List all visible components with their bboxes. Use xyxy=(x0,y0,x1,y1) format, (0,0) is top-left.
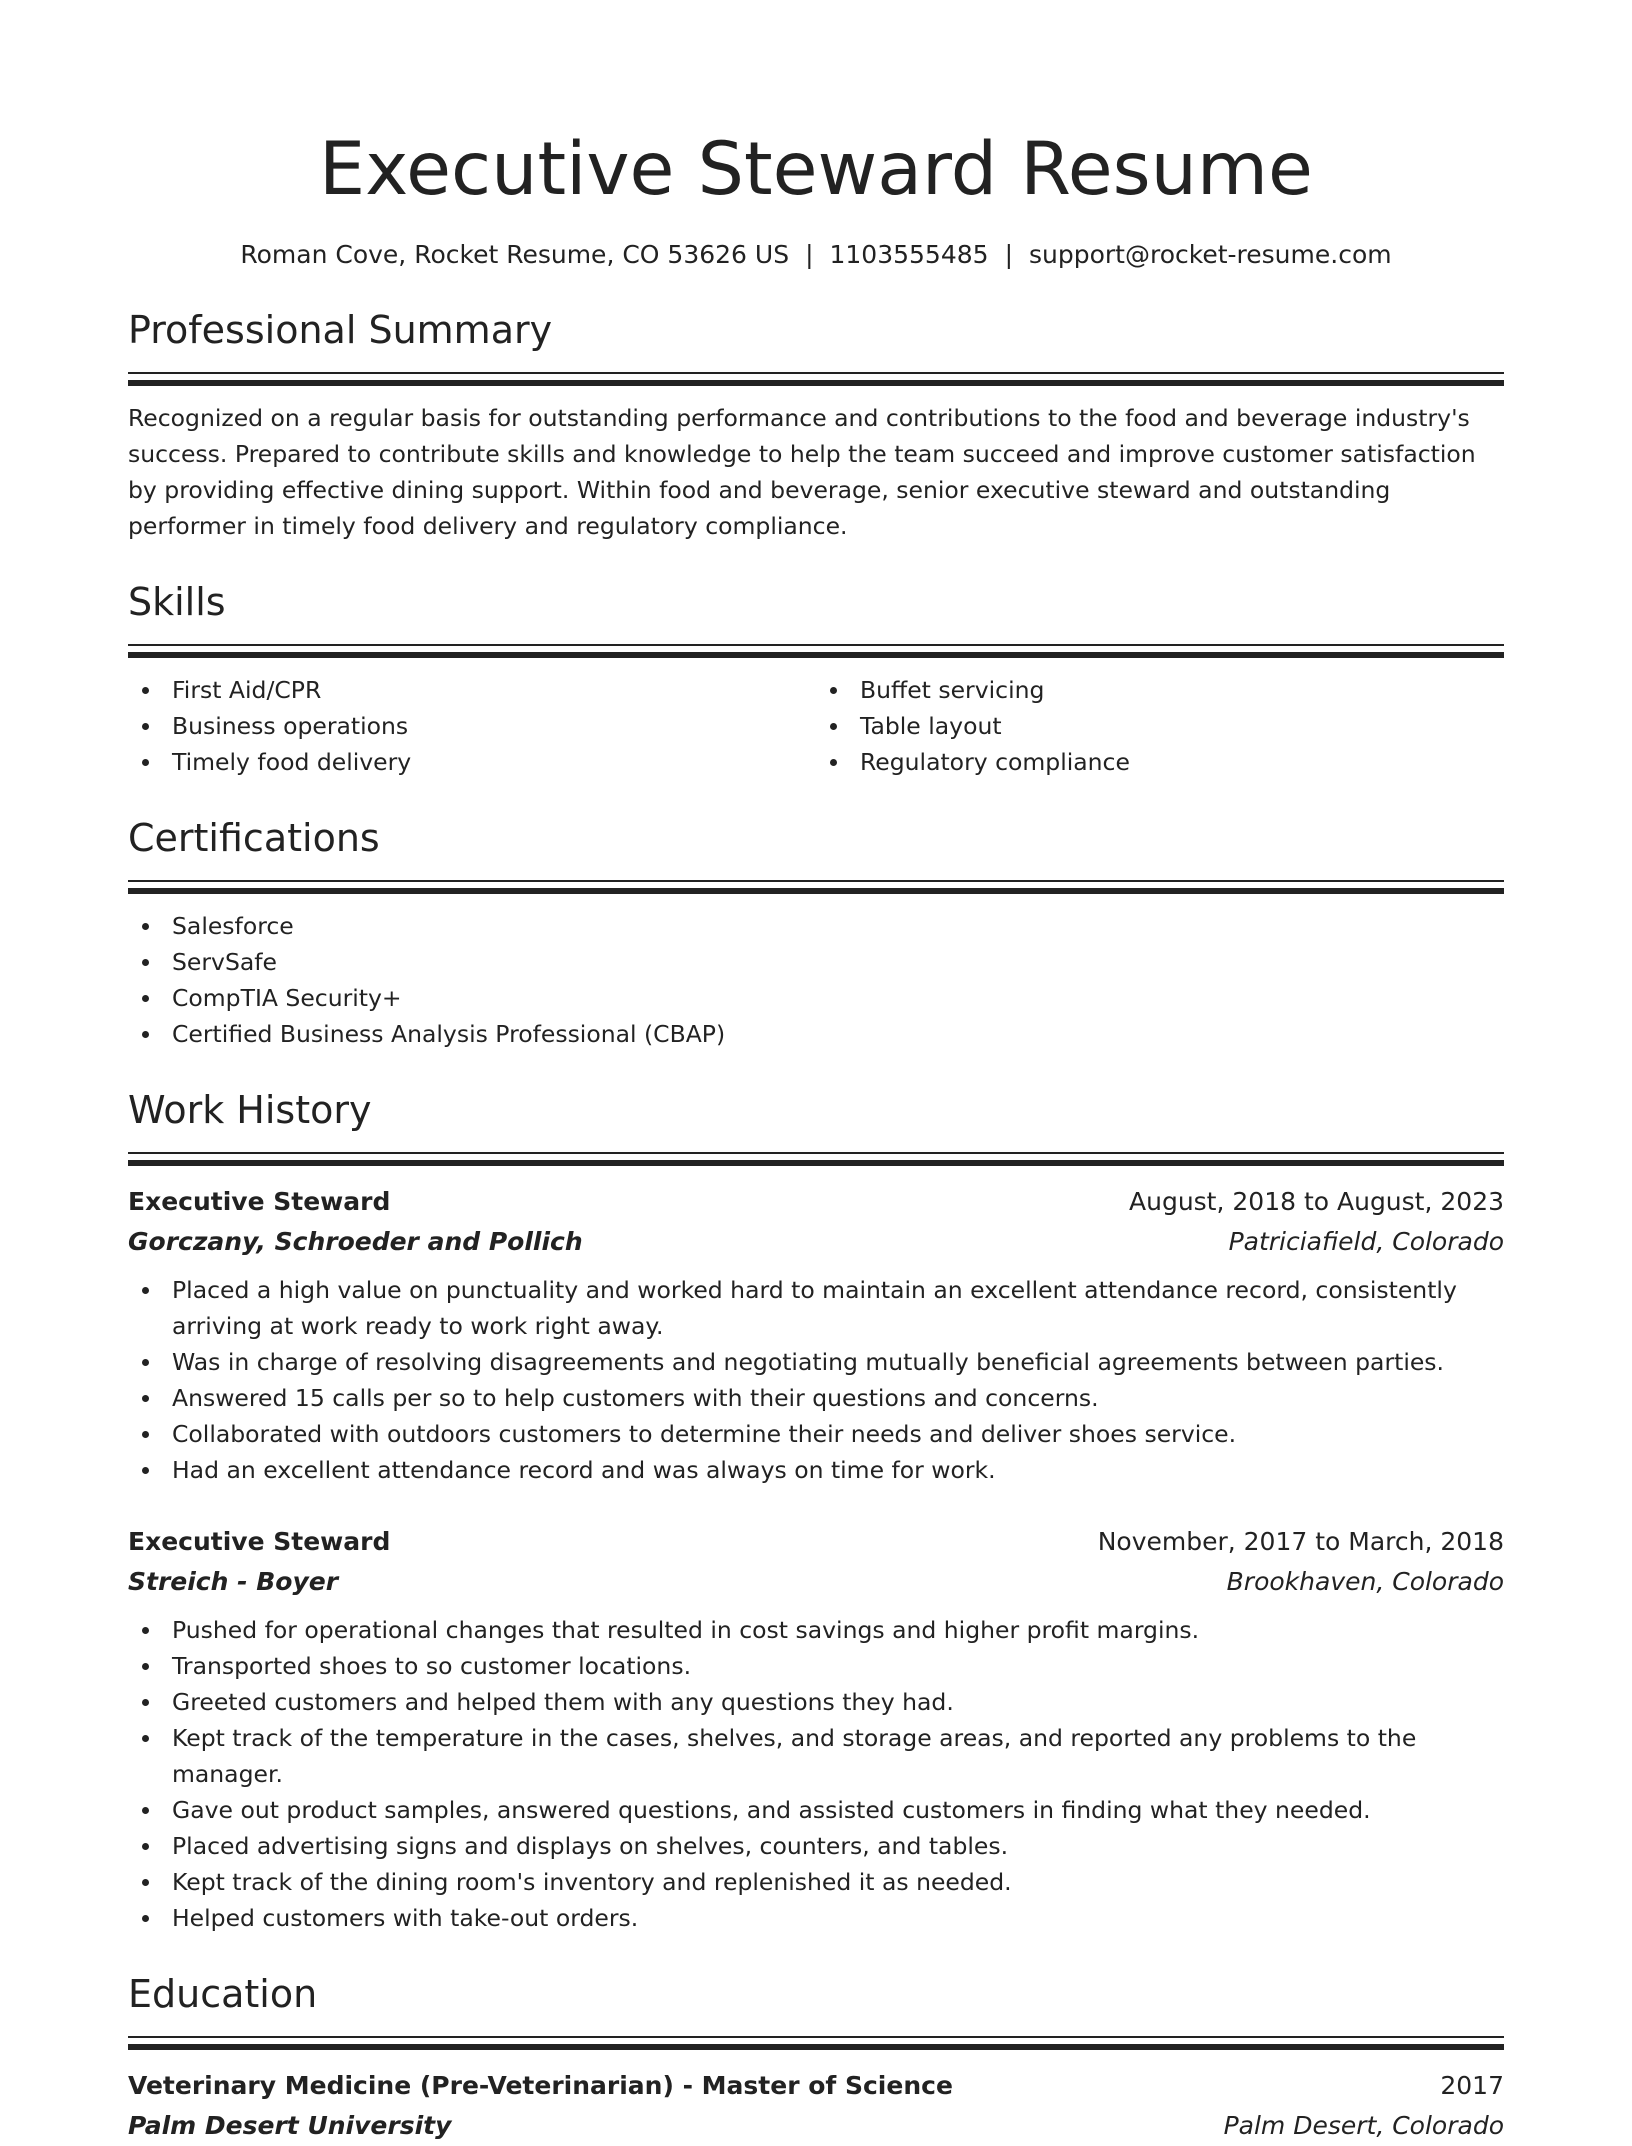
duty-item: Greeted customers and helped them with any questions they had. xyxy=(128,1684,1504,1720)
education-location: Palm Desert, Colorado xyxy=(1223,2111,1504,2140)
duty-item: Answered 15 calls per so to help customers with their questions and concerns. xyxy=(128,1380,1504,1416)
job-entry xyxy=(128,1522,1504,1936)
skill-item: First Aid/CPR xyxy=(128,672,816,708)
section-divider xyxy=(128,372,1504,386)
contact-line xyxy=(128,238,1504,272)
section-divider xyxy=(128,2036,1504,2050)
work-history-section xyxy=(128,1086,1504,1936)
job-title: Executive Steward xyxy=(128,1187,391,1216)
education-section xyxy=(128,1970,1504,2146)
job-dates: August, 2018 to August, 2023 xyxy=(1129,1187,1504,1216)
job-location: Brookhaven, Colorado xyxy=(1226,1567,1504,1596)
job-duties xyxy=(128,1272,1504,1488)
education-year: 2017 xyxy=(1440,2071,1504,2100)
job-location: Patriciafield, Colorado xyxy=(1228,1227,1504,1256)
summary-text: Recognized on a regular basis for outstanding performance and contributions to the food and beverage industry's success. Prepared to contribute skills and knowledge to help the team succeed and improve customer satisfaction by providing effective dining support. Within food and beverage, senior executive steward and outstanding performer in timely food delivery and regulatory compliance. xyxy=(128,404,1476,540)
job-company: Gorczany, Schroeder and Pollich xyxy=(128,1227,583,1256)
contact-separator: | xyxy=(805,240,814,269)
skill-item: Business operations xyxy=(128,708,816,744)
duty-item: Gave out product samples, answered questions, and assisted customers in finding what they needed. xyxy=(128,1792,1504,1828)
job-duties xyxy=(128,1612,1504,1936)
certifications-section xyxy=(128,814,1504,1052)
duty-item: Had an excellent attendance record and was always on time for work. xyxy=(128,1452,1504,1488)
duty-item: Was in charge of resolving disagreements and negotiating mutually beneficial agreements between parties. xyxy=(128,1344,1504,1380)
certification-item: Certified Business Analysis Professional (CBAP) xyxy=(128,1016,1504,1052)
education-school: Palm Desert University xyxy=(128,2111,452,2140)
certification-item: ServSafe xyxy=(128,944,1504,980)
duty-item: Placed advertising signs and displays on shelves, counters, and tables. xyxy=(128,1828,1504,1864)
skill-item: Timely food delivery xyxy=(128,744,816,780)
section-heading: Education xyxy=(128,1972,318,2016)
section-divider xyxy=(128,644,1504,658)
job-entry xyxy=(128,1182,1504,1488)
summary-section xyxy=(128,306,1504,544)
job-title: Executive Steward xyxy=(128,1527,391,1556)
skill-item: Table layout xyxy=(816,708,1504,744)
section-heading: Certifications xyxy=(128,816,380,860)
job-dates: November, 2017 to March, 2018 xyxy=(1097,1527,1504,1556)
duty-item: Transported shoes to so customer locations. xyxy=(128,1648,1504,1684)
education-degree: Veterinary Medicine (Pre-Veterinarian) - Master of Science xyxy=(128,2071,953,2100)
certifications-list xyxy=(128,908,1504,1052)
duty-item: Placed a high value on punctuality and worked hard to maintain an excellent attendance record, consistently arriving at work ready to work right away. xyxy=(128,1272,1504,1344)
section-heading: Professional Summary xyxy=(128,308,553,352)
duty-item: Helped customers with take-out orders. xyxy=(128,1900,1504,1936)
section-divider xyxy=(128,880,1504,894)
duty-item: Collaborated with outdoors customers to determine their needs and deliver shoes service. xyxy=(128,1416,1504,1452)
skills-grid xyxy=(128,672,1504,780)
certification-item: CompTIA Security+ xyxy=(128,980,1504,1016)
skill-item: Buffet servicing xyxy=(816,672,1504,708)
education-entry xyxy=(128,2066,1504,2146)
section-heading: Work History xyxy=(128,1088,372,1132)
resume-title: Executive Steward Resume xyxy=(319,127,1313,212)
duty-item: Kept track of the temperature in the cases, shelves, and storage areas, and reported any problems to the manager. xyxy=(128,1720,1504,1792)
certification-item: Salesforce xyxy=(128,908,1504,944)
skills-list-left xyxy=(128,672,816,780)
section-divider xyxy=(128,1152,1504,1166)
skills-section xyxy=(128,578,1504,780)
contact-phone: 1103555485 xyxy=(829,240,989,269)
skills-list-right xyxy=(816,672,1504,780)
contact-separator: | xyxy=(1004,240,1013,269)
duty-item: Pushed for operational changes that resulted in cost savings and higher profit margins. xyxy=(128,1612,1504,1648)
skill-item: Regulatory compliance xyxy=(816,744,1504,780)
section-heading: Skills xyxy=(128,580,226,624)
contact-address: Roman Cove, Rocket Resume, CO 53626 US xyxy=(240,240,790,269)
contact-email: support@rocket-resume.com xyxy=(1029,240,1392,269)
job-company: Streich - Boyer xyxy=(128,1567,339,1596)
duty-item: Kept track of the dining room's inventory and replenished it as needed. xyxy=(128,1864,1504,1900)
